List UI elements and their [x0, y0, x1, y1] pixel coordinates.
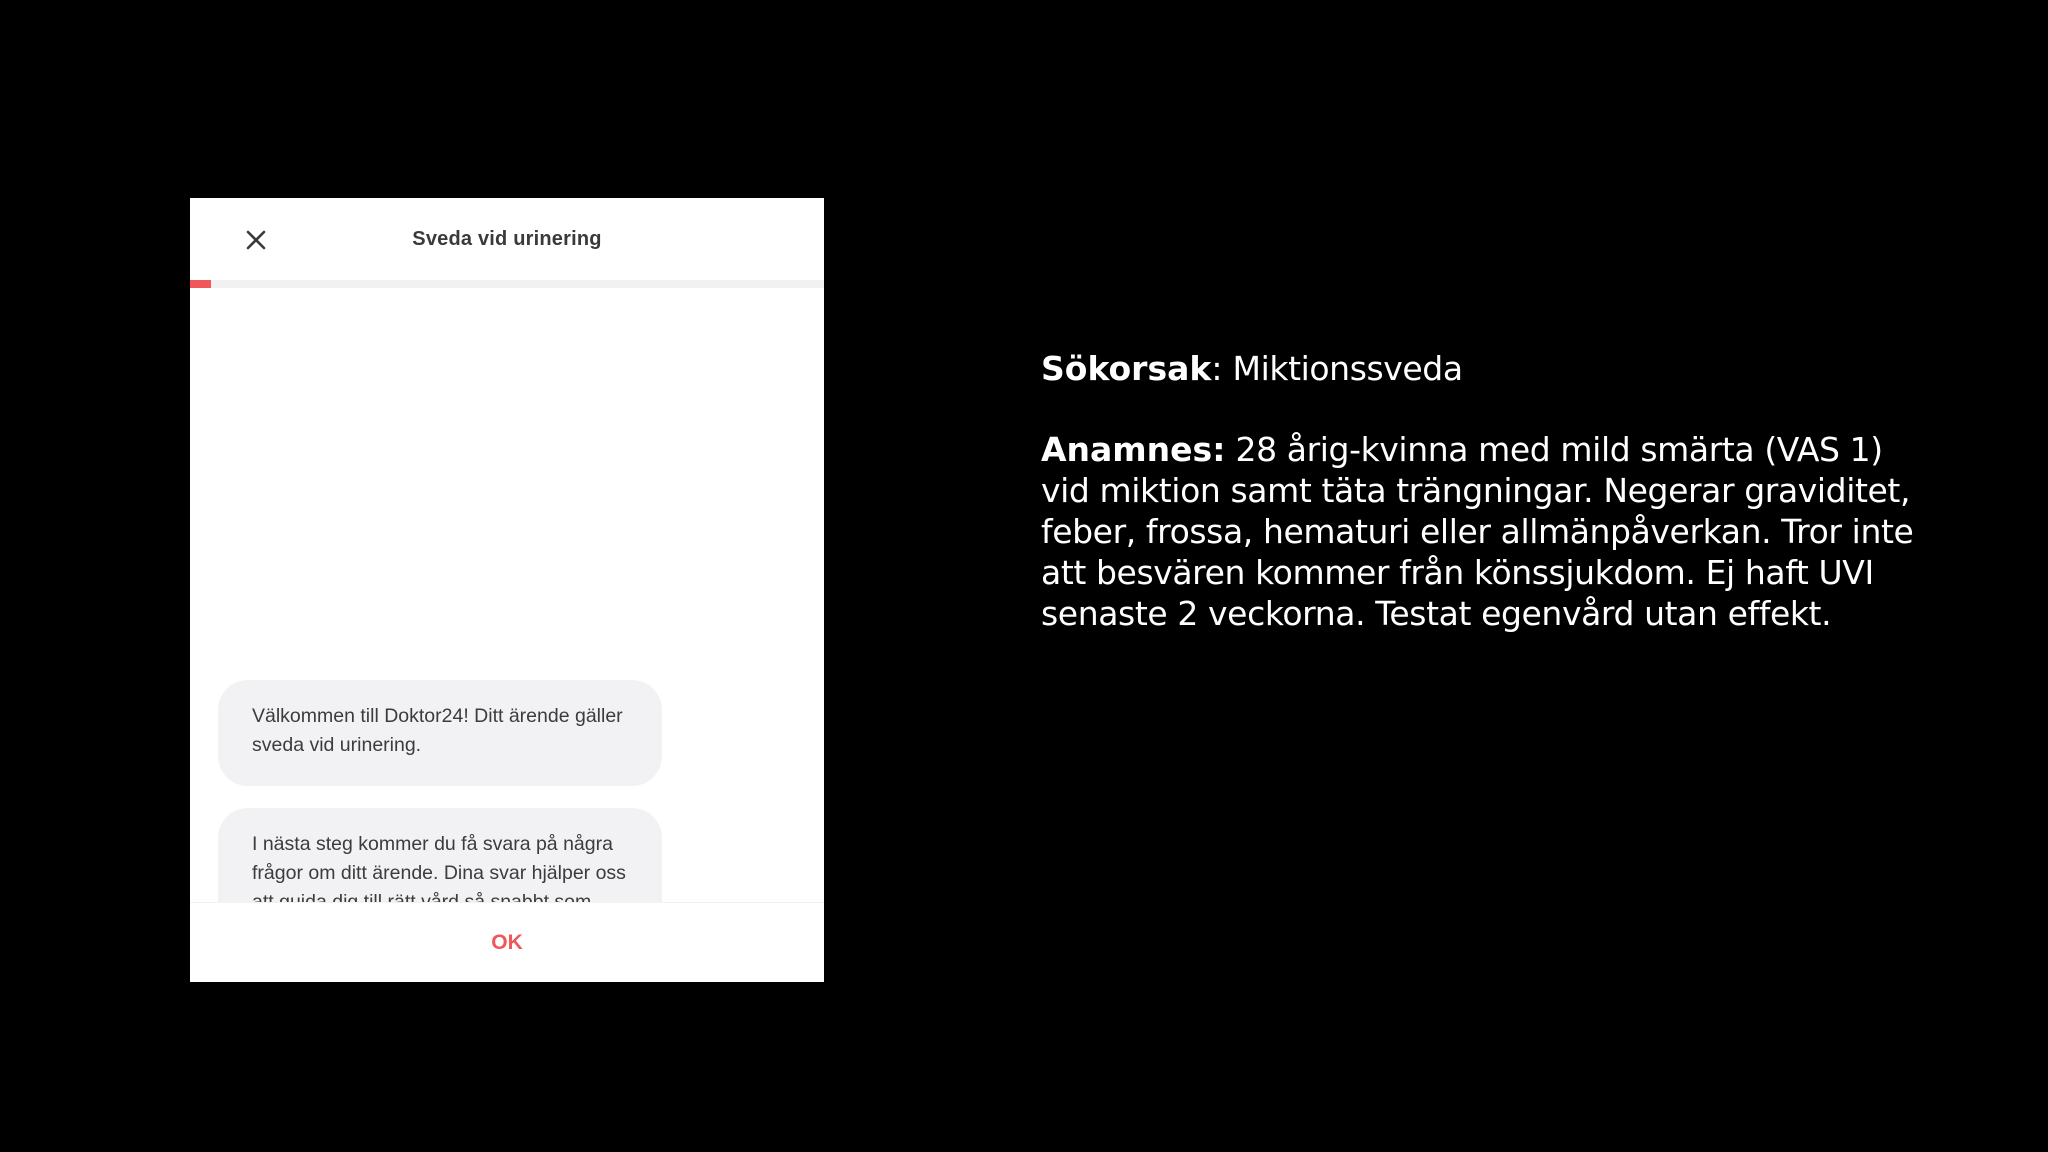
reason-label: Sökorsak	[1041, 349, 1212, 388]
ok-button[interactable]: OK	[491, 931, 523, 954]
anamnesis-paragraph	[1041, 429, 1941, 634]
chat-app-panel	[190, 198, 824, 982]
case-notes	[1041, 348, 1941, 634]
reason-separator: :	[1211, 349, 1223, 388]
anamnesis-label: Anamnes:	[1041, 430, 1226, 469]
chat-message: I nästa steg kommer du få svara på några frågor om ditt ärende. Dina svar hjälper oss	[218, 808, 662, 970]
reason-line	[1041, 348, 1941, 389]
reason-value: Miktionssveda	[1222, 349, 1463, 388]
chat-message: Välkommen till Doktor24! Ditt ärende gäller sveda vid urinering.	[218, 680, 662, 786]
anamnesis-text: 28 årig-kvinna med mild smärta (VAS 1) vid miktion samt täta trängningar. Negerar graviditet, feber, frossa, hematuri eller allmänpåverkan. Tror inte att besvären kommer från könssjukdom. Ej haft UVI senaste 2 veckorna. Testat egenvård utan effekt.	[1041, 430, 1914, 633]
progress-bar-fill	[190, 280, 211, 288]
page-title: Sveda vid urinering	[412, 228, 602, 250]
app-footer	[190, 902, 824, 982]
app-header	[190, 198, 824, 280]
progress-bar	[190, 280, 824, 288]
